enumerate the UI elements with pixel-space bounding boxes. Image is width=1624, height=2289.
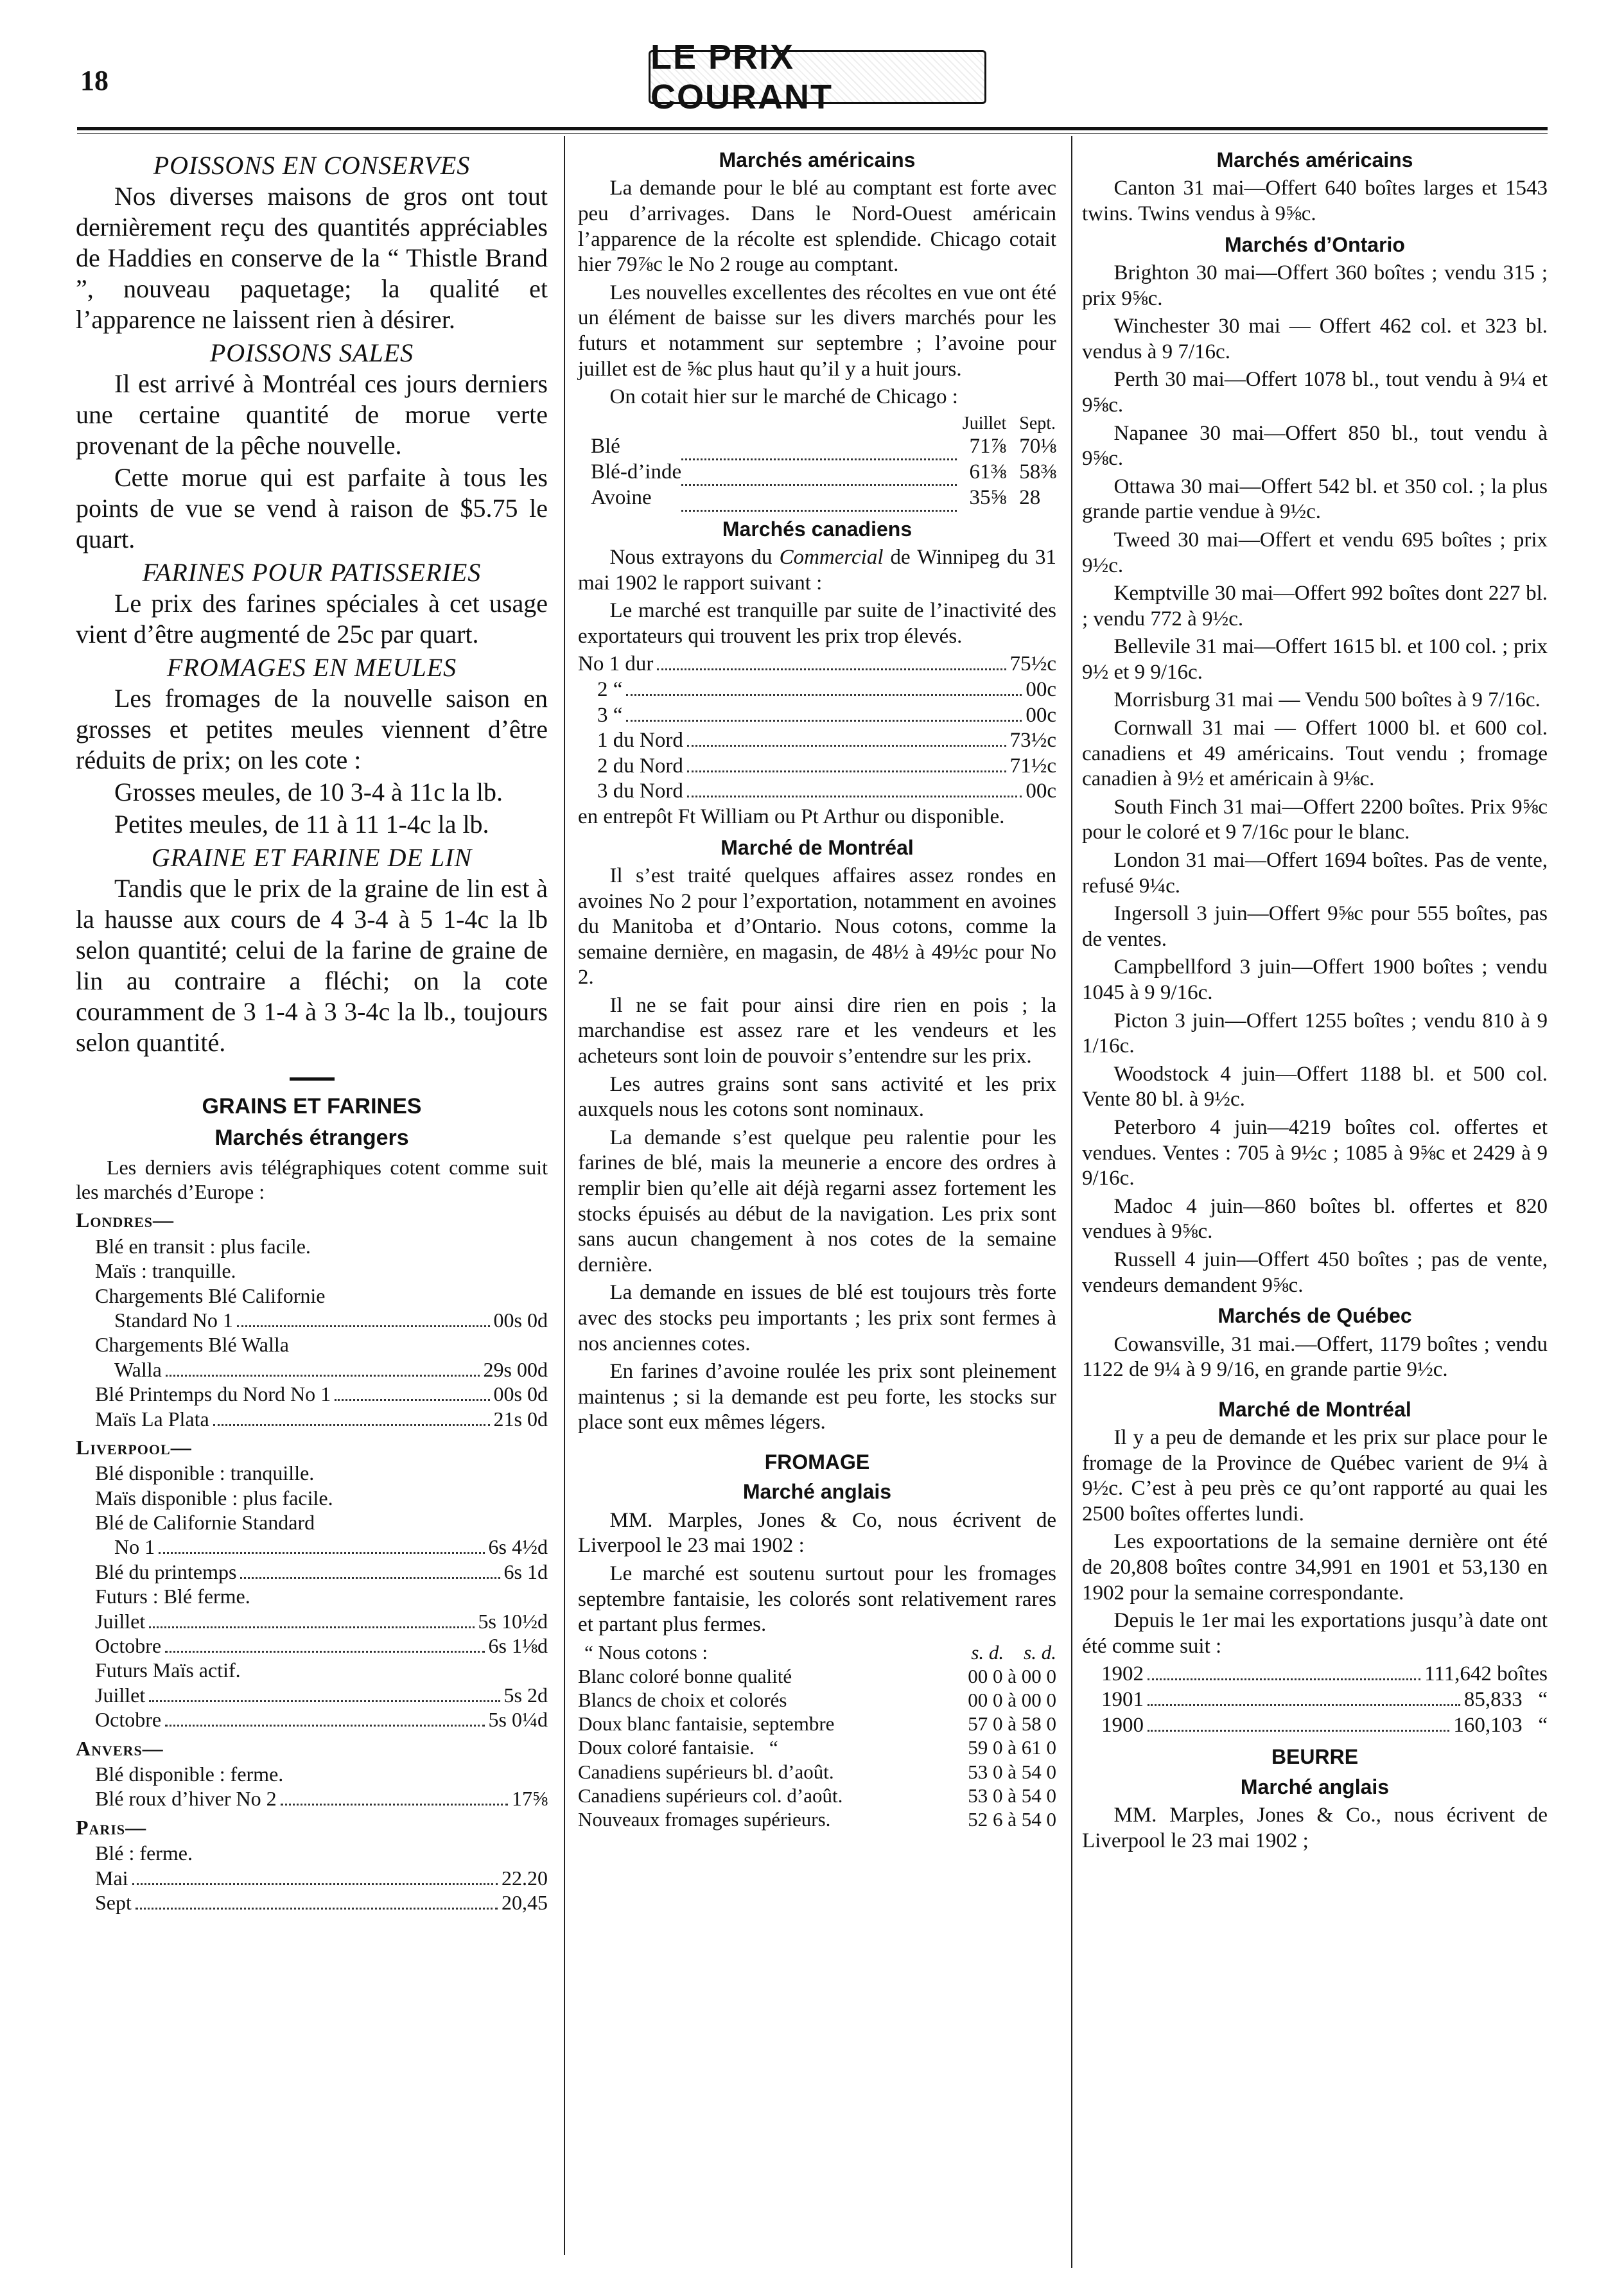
price-row [76, 1683, 548, 1707]
paragraph: Petites meules, de 11 à 11 1-4c la lb. [114, 810, 489, 839]
market-report: Brighton 30 mai—Offert 360 boîtes ; vendu 315 ; prix 9⅝c. [1082, 261, 1548, 310]
price-row [76, 1382, 548, 1406]
paragraph: Le marché est soutenu surtout pour les fromages septembre fantaisie, les colorés sont relativement rares et partant plus fermes. [578, 1562, 1056, 1637]
market-line: Maïs disponible : plus facile. [95, 1486, 333, 1510]
table-cell: Blé-d’inde [591, 460, 682, 483]
market-report: Madoc 4 juin—860 boîtes bl. offertes et 820 vendues à 9⅝c. [1082, 1194, 1548, 1244]
price-value: 21s 0d [493, 1407, 548, 1431]
price-value: 5s 0¼d [488, 1708, 548, 1732]
paragraph: La demande pour le blé au comptant est forte avec peu d’arrivages. Dans le Nord-Ouest américain l’apparence de la récolte est splendide. Chicago cotait hier 79⅞c le No 2 rouge au comptant. [578, 177, 1056, 277]
price-row [578, 652, 1056, 677]
paragraph: La demande s’est quelque peu ralentie pour les farines de blé, mais la meunerie a encore des ordres à remplir bien qu’elle ait déjà regarni assez fortement les stocks épuisés au début de la navigation. Les prix sont sans aucun changement à nos cotes de la semaine dernière. [578, 1126, 1056, 1276]
price-value: 6s 1⅛d [488, 1634, 548, 1658]
table-cell: 53 0 à 54 0 [968, 1760, 1056, 1783]
table-cell: 61⅜ [969, 460, 1007, 483]
market-line: Blé en transit : plus facile. [95, 1234, 311, 1258]
paragraph: En farines d’avoine roulée les prix sont pleinement maintenus ; si la demande est peu forte, les stocks sur place sont eux mêmes légers. [578, 1360, 1056, 1434]
price-label: Blé Printemps du Nord No 1 [95, 1382, 331, 1406]
table-row [578, 1784, 1056, 1807]
export-value: 160,103 “ [1453, 1713, 1548, 1737]
subsection-heading: Marchés étrangers [214, 1125, 409, 1150]
market-report: Tweed 30 mai—Offert et vendu 695 boîtes ; prix 9½c. [1082, 528, 1548, 577]
table-cell: 58⅜ [1019, 460, 1056, 483]
column-divider-1 [564, 136, 565, 2255]
section-heading: FROMAGE [764, 1450, 870, 1474]
paragraph: Les nouvelles excellentes des récoltes en vue ont été un élément de baisse sur les divers marchés pour les futurs et notamment sur septembre ; l’avoine pour juillet est de ⅝c plus haut qu’il y a huit jours. [578, 281, 1056, 381]
market-report: Woodstock 4 juin—Offert 1188 bl. et 500 col. Vente 80 bl. à 9½c. [1082, 1062, 1548, 1111]
market-report: Kemptville 30 mai—Offert 992 boîtes dont 227 bl. ; vendu 772 à 9½c. [1082, 582, 1548, 631]
paragraph: Les derniers avis télégraphiques cotent comme suit les marchés d’Europe : [76, 1155, 548, 1203]
paragraph: On cotait hier sur le marché de Chicago : [609, 385, 958, 409]
chicago-price-table [578, 413, 1056, 512]
price-row [578, 754, 1056, 779]
subsection-heading: Marché anglais [742, 1480, 892, 1504]
section-divider [290, 1077, 335, 1081]
table-row [578, 485, 1056, 511]
paragraph: Cette morue qui est parfaite à tous les points de vue se vend à raison de $5.75 le quart. [76, 463, 548, 553]
paragraph: Les expoortations de la semaine dernière ont été de 20,808 boîtes contre 34,991 en 1901 et 53,130 en 1902 pour la semaine correspondante. [1082, 1530, 1548, 1605]
table-cell: “ Nous cotons : [584, 1641, 708, 1664]
price-value: 75½c [1009, 652, 1056, 676]
market-report: London 31 mai—Offert 1694 boîtes. Pas de vente, refusé 9¼c. [1082, 849, 1548, 898]
table-row [578, 1736, 1056, 1759]
paragraph: MM. Marples, Jones & Co., nous écrivent de Liverpool le 23 mai 1902 ; [1082, 1804, 1548, 1852]
section-title: POISSONS SALES [209, 338, 414, 367]
market-line: Blé : ferme. [95, 1841, 193, 1865]
column-header: Juillet [962, 413, 1007, 433]
market-report: Russell 4 juin—Offert 450 boîtes ; pas de vente, vendeurs demandent 9⅝c. [1082, 1248, 1548, 1297]
price-value: 00c [1026, 779, 1056, 803]
market-report: Napanee 30 mai—Offert 850 bl., tout vendu à 9⅝c. [1082, 421, 1548, 471]
price-label: Juillet [95, 1683, 146, 1707]
section-heading: Marchés américains [1216, 148, 1413, 171]
section-heading: Marché de Montréal [720, 835, 914, 859]
table-header-row [578, 413, 1056, 435]
column-divider-2 [1071, 136, 1072, 2268]
paragraph: Depuis le 1er mai les exportations jusqu’à date ont été comme suit : [1082, 1609, 1548, 1658]
table-cell: 35⅝ [969, 485, 1007, 509]
market-line: Chargements Blé Californie [95, 1284, 326, 1307]
section-heading: Marchés canadiens [722, 517, 912, 541]
price-value: 5s 10½d [478, 1609, 548, 1633]
table-cell: Blancs de choix et colorés [578, 1689, 787, 1712]
market-report: Ingersoll 3 juin—Offert 9⅝c pour 555 boîtes, pas de ventes. [1082, 902, 1548, 951]
price-value: 73½c [1009, 729, 1056, 753]
market-line: Futurs : Blé ferme. [95, 1585, 250, 1608]
city-label: Anvers— [76, 1736, 164, 1760]
paragraph: Le prix des farines spéciales à cet usage vient d’être augmenté de 25c par quart. [76, 589, 548, 648]
paragraph: Les autres grains sont sans activité et les prix auxquels nous les cotons sont nominaux. [578, 1072, 1056, 1122]
market-report: Bellevile 31 mai—Offert 1615 bl. et 100 col. ; prix 9½ et 9 9/16c. [1082, 635, 1548, 684]
market-report: Perth 30 mai—Offert 1078 bl., tout vendu à 9¼ et 9⅝c. [1082, 368, 1548, 417]
export-row [1082, 1662, 1548, 1687]
header-rule-thin [77, 133, 1548, 134]
table-cell: Blé [591, 435, 620, 458]
market-line: Blé disponible : ferme. [95, 1762, 284, 1786]
table-row [578, 434, 1056, 460]
year-label: 1901 [1101, 1688, 1144, 1712]
table-cell: 53 0 à 54 0 [968, 1784, 1056, 1807]
table-row [578, 1807, 1056, 1831]
table-cell: 00 0 à 00 0 [968, 1689, 1056, 1712]
market-line: Blé disponible : tranquille. [95, 1461, 315, 1485]
paragraph: Il s’est traité quelques affaires assez rondes en avoines No 2 pour l’exportation, notamment en avoines du Manitoba et d’Ontario. Nous cotons, comme la semaine dernière, en magasin, de 48½ à 49½c pour No 2. [578, 864, 1056, 989]
market-line: Blé de Californie Standard [95, 1511, 315, 1535]
price-label: 2 “ [597, 677, 623, 701]
market-line: Maïs : tranquille. [95, 1259, 236, 1283]
price-label: 1 du Nord [597, 729, 683, 753]
market-report: Peterboro 4 juin—4219 boîtes col. offertes et vendues. Ventes : 705 à 9½c ; 1085 à 9⅝c et 2429 à 9 9/16c. [1082, 1115, 1548, 1190]
paragraph: en entrepôt Ft William ou Pt Arthur ou disponible. [578, 805, 1005, 828]
table-row [578, 1760, 1056, 1784]
price-label: No 1 dur [578, 652, 654, 676]
header-rule [77, 127, 1548, 130]
price-label: Blé du printemps [95, 1560, 237, 1583]
city-label: Londres— [76, 1208, 175, 1232]
price-value: 6s 4½d [488, 1535, 548, 1559]
table-cell: Doux coloré fantaisie. “ [578, 1736, 778, 1759]
section-title: GRAINE ET FARINE DE LIN [151, 843, 473, 872]
subsection-heading: Marché anglais [1240, 1775, 1390, 1798]
export-row [1082, 1687, 1548, 1713]
paragraph: MM. Marples, Jones & Co, nous écrivent de Liverpool le 23 mai 1902 : [578, 1508, 1056, 1558]
table-row [578, 1688, 1056, 1712]
paragraph: Canton 31 mai—Offert 640 boîtes larges et 1543 twins. Twins vendus à 9⅝c. [1082, 177, 1548, 225]
price-value: 5s 2d [503, 1683, 548, 1707]
paragraph: Il est arrivé à Montréal ces jours derniers une certaine quantité de morue verte provenant de la pêche nouvelle. [76, 369, 548, 460]
price-label: Maïs La Plata [95, 1407, 209, 1431]
table-cell: 70⅛ [1019, 435, 1056, 458]
market-report: Picton 3 juin—Offert 1255 boîtes ; vendu 810 à 9 1/16c. [1082, 1009, 1548, 1058]
price-label: No 1 [114, 1535, 155, 1559]
price-value: 00s 0d [493, 1382, 548, 1406]
table-cell: Doux blanc fantaisie, septembre [578, 1712, 835, 1736]
market-report: Winchester 30 mai — Offert 462 col. et 323 bl. vendus à 9 7/16c. [1082, 315, 1548, 363]
export-row [1082, 1713, 1548, 1739]
table-cell: 52 6 à 54 0 [968, 1808, 1056, 1831]
table-cell: Canadiens supérieurs bl. d’août. [578, 1760, 834, 1783]
price-label: Walla [114, 1357, 162, 1381]
year-label: 1900 [1101, 1713, 1144, 1737]
column-header: Sept. [1019, 413, 1056, 433]
price-label: Mai [95, 1866, 128, 1890]
section-title: FROMAGES EN MEULES [166, 653, 457, 682]
table-cell: Nouveaux fromages supérieurs. [578, 1808, 831, 1831]
section-title: POISSONS EN CONSERVES [153, 151, 471, 180]
column-1 [76, 148, 548, 1915]
journal-name: Commercial [779, 546, 884, 569]
cheese-price-table [578, 1641, 1056, 1832]
price-value: 22.20 [502, 1866, 548, 1890]
price-row [76, 1308, 548, 1332]
masthead-logo: LE PRIX COURANT [649, 50, 986, 104]
price-row [76, 1357, 548, 1382]
column-3 [1082, 148, 1548, 1856]
price-label: 3 “ [597, 703, 623, 727]
column-header: s. d. [971, 1641, 1004, 1664]
price-value: 6s 1d [503, 1560, 548, 1583]
market-line: Futurs Maïs actif. [95, 1658, 241, 1682]
market-report: Ottawa 30 mai—Offert 542 bl. et 350 col. ; la plus grande partie vendue à 9½c. [1082, 474, 1548, 524]
table-cell: Avoine [591, 485, 652, 509]
section-heading: Marché de Montréal [1218, 1397, 1411, 1421]
section-heading: BEURRE [1271, 1745, 1359, 1769]
price-value: 00c [1026, 703, 1056, 727]
table-cell: 59 0 à 61 0 [968, 1736, 1056, 1759]
section-title: FARINES POUR PATISSERIES [142, 558, 482, 587]
price-row [76, 1535, 548, 1559]
column-2 [578, 148, 1056, 1831]
price-value: 71½c [1009, 754, 1056, 778]
export-value: 85,833 “ [1463, 1688, 1548, 1712]
price-label: Sept [95, 1890, 132, 1914]
section-heading: Marchés de Québec [1218, 1304, 1412, 1328]
price-value: 29s 00d [483, 1357, 548, 1381]
table-cell: Blanc coloré bonne qualité [578, 1664, 792, 1687]
price-row [578, 779, 1056, 805]
price-label: Juillet [95, 1609, 146, 1633]
paragraph: Grosses meules, de 10 3-4 à 11c la lb. [114, 778, 503, 806]
paragraph: Le marché est tranquille par suite de l’inactivité des exportateurs qui trouvent les prix trop élevés. [578, 599, 1056, 648]
price-row [76, 1633, 548, 1658]
table-cell: 71⅞ [969, 435, 1007, 458]
table-cell: 00 0 à 00 0 [968, 1664, 1056, 1687]
table-cell: 28 [1019, 485, 1041, 509]
year-label: 1902 [1101, 1662, 1144, 1686]
paragraph: Nos diverses maisons de gros ont tout dernièrement reçu des quantités appréciables de Haddies en conserve de la “ Thistle Brand ”, nouveau paquetage; la qualité et l’apparence ne laissent rien à désirer. [76, 182, 548, 334]
market-report: Campbellford 3 juin—Offert 1900 boîtes ; vendu 1045 à 9 9/16c. [1082, 955, 1548, 1004]
paragraph: Il ne se fait pour ainsi dire rien en pois ; la marchandise est assez rare et les vendeurs et les acheteurs sont loin de pouvoir s’entendre sur les prix. [578, 993, 1056, 1068]
market-report: South Finch 31 mai—Offert 2200 boîtes. Prix 9⅝c pour le coloré et 9 7/16c pour le blanc. [1082, 795, 1548, 844]
price-label: 3 du Nord [597, 779, 683, 803]
market-line: Chargements Blé Walla [95, 1333, 289, 1357]
table-header-row [578, 1641, 1056, 1664]
export-value: 111,642 boîtes [1424, 1662, 1548, 1686]
table-row [578, 460, 1056, 485]
price-row [76, 1560, 548, 1584]
market-report: Cowansville, 31 mai.—Offert, 1179 boîtes ; vendu 1122 de 9¼ à 9 9/16, en grande partie 9½c. [1082, 1332, 1548, 1382]
table-cell: Canadiens supérieurs col. d’août. [578, 1784, 843, 1807]
section-heading: Marchés d’Ontario [1225, 232, 1405, 256]
price-label: Octobre [95, 1708, 162, 1732]
market-report: Cornwall 31 mai — Offert 1000 bl. et 600 col. canadiens et 49 américains. Tout vendu ; fromage canadien à 9½ et américain à 9⅛c. [1082, 717, 1548, 791]
page-number: 18 [80, 65, 109, 96]
city-label: Paris— [76, 1815, 147, 1839]
price-row [76, 1407, 548, 1431]
price-row [76, 1707, 548, 1732]
market-report: Morrisburg 31 mai — Vendu 500 boîtes à 9 7/16c. [1113, 688, 1541, 712]
section-heading: Marchés américains [719, 148, 916, 171]
section-heading: GRAINS ET FARINES [202, 1094, 422, 1118]
price-label: 2 du Nord [597, 754, 683, 778]
price-row [578, 728, 1056, 754]
price-label: Octobre [95, 1634, 162, 1658]
paragraph: Tandis que le prix de la graine de lin est à la hausse aux cours de 4 3-4 à 5 1-4c la lb selon quantité; celui de la farine de graine de lin au contraire a fléchi; on la cote couramment de 3 1-4 à 3 3-4c la lb., toujours selon quantité. [76, 874, 548, 1057]
column-header: s. d. [1024, 1641, 1056, 1664]
price-row [76, 1890, 548, 1915]
city-label: Liverpool— [76, 1435, 192, 1459]
table-row [578, 1664, 1056, 1688]
price-value: 17⅝ [512, 1787, 548, 1811]
price-row [76, 1609, 548, 1633]
price-value: 20,45 [502, 1890, 548, 1914]
price-row [578, 677, 1056, 703]
paragraph: La demande en issues de blé est toujours très forte avec des stocks peu importants ; les prix sont fermes à nos anciennes cotes. [578, 1281, 1056, 1355]
table-row [578, 1712, 1056, 1736]
price-row [76, 1786, 548, 1811]
price-value: 00s 0d [493, 1308, 548, 1332]
price-label: Standard No 1 [114, 1308, 233, 1332]
table-cell: 57 0 à 58 0 [968, 1712, 1056, 1736]
paragraph: Nous extrayons du Commercial de Winnipeg du 31 mai 1902 le rapport suivant : [578, 546, 1056, 595]
price-value: 00c [1026, 677, 1056, 701]
price-label: Blé roux d’hiver No 2 [95, 1787, 277, 1811]
paragraph: Il y a peu de demande et les prix sur place pour le fromage de la Province de Québec varient de 9¼ à 9½c. C’est à peu près ce qu’ont rapporté au quai les 2500 boîtes offertes lundi. [1082, 1426, 1548, 1526]
paragraph: Les fromages de la nouvelle saison en grosses et petites meules viennent d’être réduits de prix; on les cote : [76, 684, 548, 774]
price-row [578, 703, 1056, 729]
price-row [76, 1866, 548, 1890]
